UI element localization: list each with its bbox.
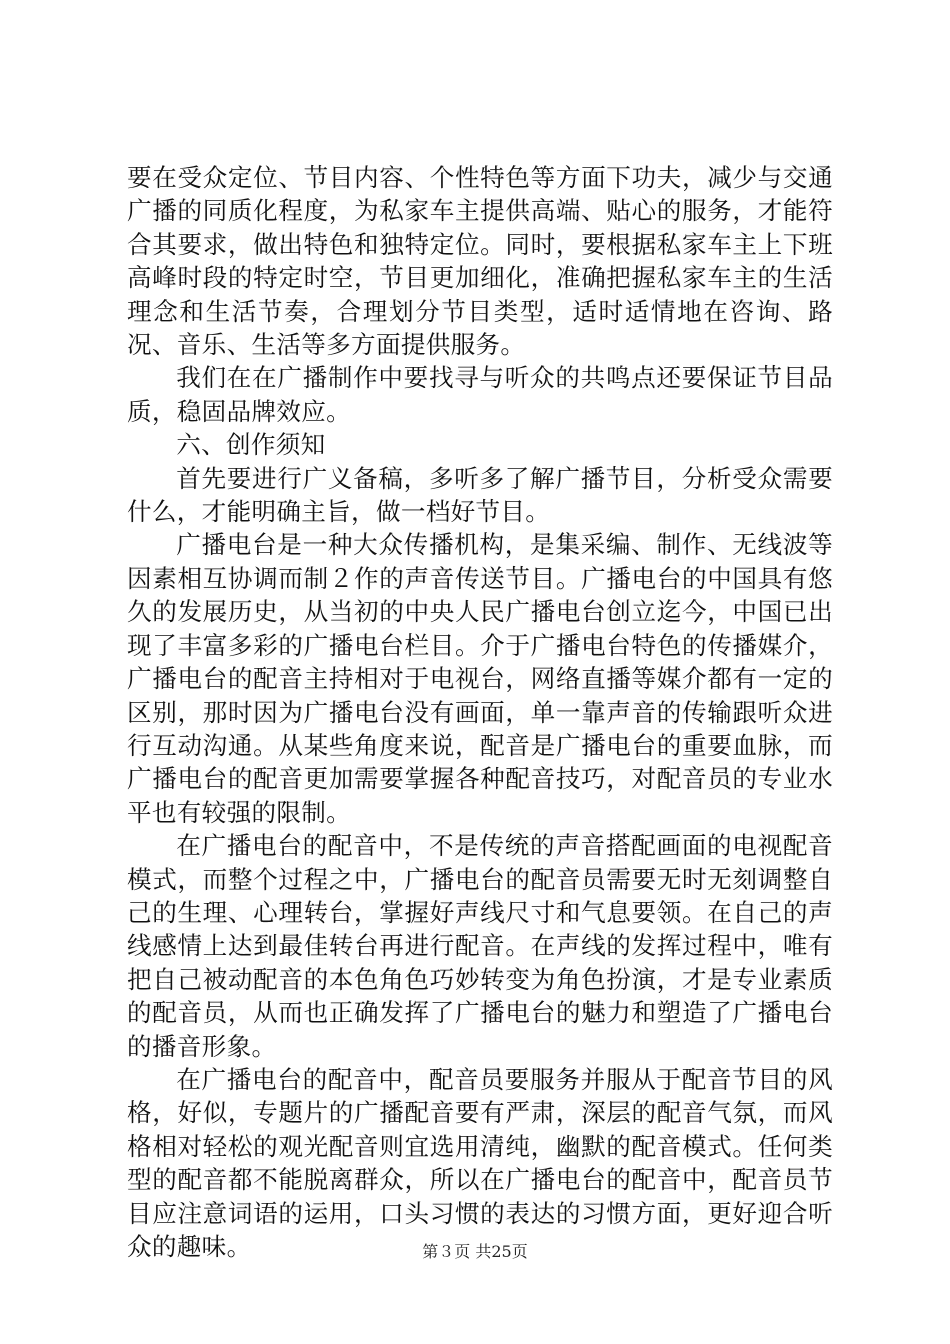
section-heading: 六、创作须知 (176, 430, 326, 460)
paragraph: 在广播电台的配音中，不是传统的声音搭配画面的电视配音模式，而整个过程之中，广播电台的配音员需要无时无刻调整自己的生理、心理转台，掌握好声线尺寸和气息要领。在自己的声线感情上达到最佳转台再进行配音。在声线的发挥过程中，唯有把自己被动配音的本色角色巧妙转变为角色扮演，才是专业素质的配音员，从而也正确发挥了广播电台的魅力和塑造了广播电台的播音形象。 (127, 831, 833, 1061)
paragraph: 在广播电台的配音中，配音员要服务并服从于配音节目的风格，好似，专题片的广播配音要有严肃，深层的配音气氛，而风格相对轻松的观光配音则宜选用清纯，幽默的配音模式。任何类型的配音都不能脱离群众，所以在广播电台的配音中，配音员节目应注意词语的运用，口头习惯的表达的习惯方面，更好迎合听众的趣味。 (127, 1064, 833, 1261)
paragraph-continuation: 要在受众定位、节目内容、个性特色等方面下功夫，减少与交通广播的同质化程度，为私家车主提供高端、贴心的服务，才能符合其要求，做出特色和独特定位。同时，要根据私家车主上下班高峰时段的特定时空，节目更加细化，准确把握私家车主的生活理念和生活节奏，合理划分节目类型，适时适情地在咨询、路况、音乐、生活等多方面提供服务。 (127, 163, 833, 360)
paragraph: 广播电台是一种大众传播机构，是集采编、制作、无线波等因素相互协调而制２作的声音传送节目。广播电台的中国具有悠久的发展历史，从当初的中央人民广播电台创立迄今，中国已出现了丰富多彩的广播电台栏目。介于广播电台特色的传播媒介，广播电台的配音主持相对于电视台，网络直播等媒介都有一定的区别，那时因为广播电台没有画面，单一靠声音的传输跟听众进行互动沟通。从某些角度来说，配音是广播电台的重要血脉，而广播电台的配音更加需要掌握各种配音技巧，对配音员的专业水平也有较强的限制。 (127, 530, 833, 827)
page-number-footer: 第３页 共25页 (422, 1242, 528, 1261)
document-body (127, 161, 833, 1263)
paragraph: 首先要进行广义备稿，多听多了解广播节目，分析受众需要什么，才能明确主旨，做一档好节目。 (127, 463, 833, 527)
paragraph: 我们在在广播制作中要找寻与听众的共鸣点还要保证节目品质，稳固品牌效应。 (127, 363, 833, 426)
